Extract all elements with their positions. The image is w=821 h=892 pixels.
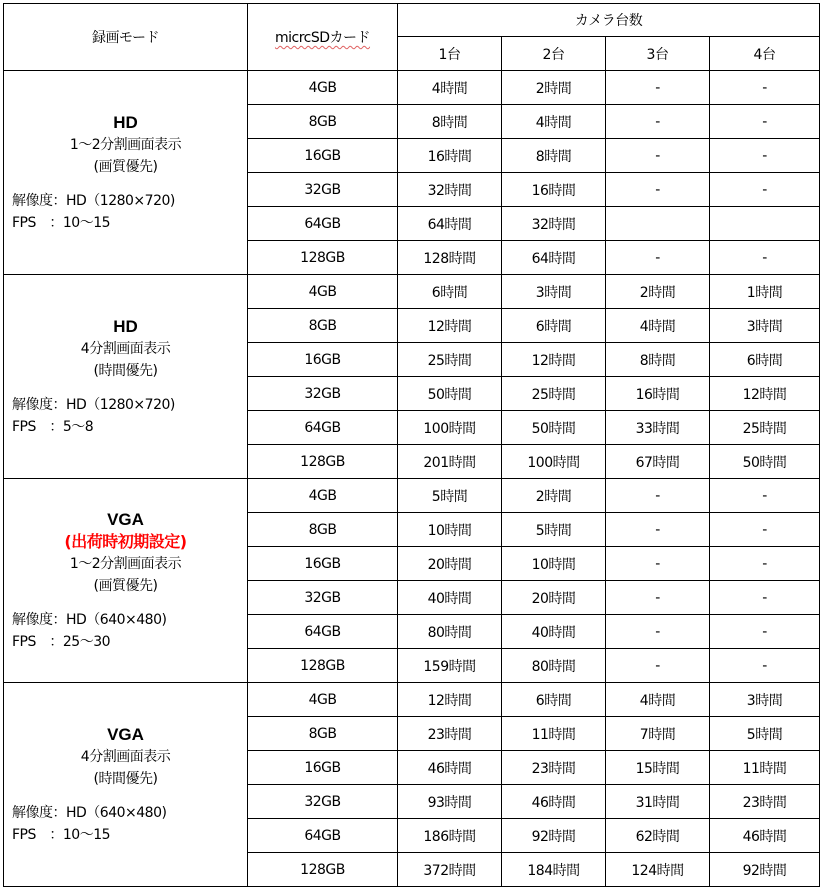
mode-priority: (時間優先) <box>93 362 158 379</box>
time-1-camera-cell: 10時間 <box>398 513 502 547</box>
time-2-camera-cell: 80時間 <box>502 649 606 683</box>
time-3-camera-cell: 62時間 <box>606 819 710 853</box>
time-4-camera-cell: - <box>710 139 820 173</box>
time-4-camera-cell: 12時間 <box>710 377 820 411</box>
time-2-camera-cell: 8時間 <box>502 139 606 173</box>
time-3-camera-cell: - <box>606 71 710 105</box>
time-2-camera-cell: 6時間 <box>502 309 606 343</box>
time-2-camera-cell: 4時間 <box>502 105 606 139</box>
sd-capacity-cell: 64GB <box>248 615 398 649</box>
header-camera-4: 4台 <box>710 37 820 71</box>
time-1-camera-cell: 12時間 <box>398 683 502 717</box>
sd-capacity-cell: 4GB <box>248 683 398 717</box>
sd-capacity-cell: 8GB <box>248 105 398 139</box>
mode-priority: (時間優先) <box>93 770 158 787</box>
sd-capacity-cell: 128GB <box>248 445 398 479</box>
time-4-camera-cell: - <box>710 615 820 649</box>
time-4-camera-cell: - <box>710 513 820 547</box>
mode-priority: (画質優先) <box>93 577 158 594</box>
sd-capacity-cell: 16GB <box>248 547 398 581</box>
time-4-camera-cell: 50時間 <box>710 445 820 479</box>
mode-resolution: 解像度：HD（1280×720) <box>12 396 175 413</box>
sd-capacity-cell: 32GB <box>248 581 398 615</box>
time-2-camera-cell: 12時間 <box>502 343 606 377</box>
mode-title: HD <box>113 316 138 336</box>
mode-spec <box>4 394 247 438</box>
time-4-camera-cell: 1時間 <box>710 275 820 309</box>
time-1-camera-cell: 5時間 <box>398 479 502 513</box>
mode-layout: 4分割画面表示 <box>80 340 171 357</box>
time-2-camera-cell: 40時間 <box>502 615 606 649</box>
time-3-camera-cell: - <box>606 479 710 513</box>
sd-capacity-cell: 4GB <box>248 71 398 105</box>
factory-default-label: (出荷時初期設定) <box>64 531 187 551</box>
recording-time-table <box>3 3 820 887</box>
time-3-camera-cell: 4時間 <box>606 683 710 717</box>
recording-mode-cell <box>4 683 248 887</box>
time-4-camera-cell: - <box>710 479 820 513</box>
time-4-camera-cell: 5時間 <box>710 717 820 751</box>
time-1-camera-cell: 40時間 <box>398 581 502 615</box>
sd-capacity-cell: 128GB <box>248 853 398 887</box>
time-2-camera-cell: 25時間 <box>502 377 606 411</box>
time-3-camera-cell: 15時間 <box>606 751 710 785</box>
time-2-camera-cell: 2時間 <box>502 71 606 105</box>
sd-capacity-cell: 4GB <box>248 479 398 513</box>
table-body <box>4 71 820 887</box>
time-1-camera-cell: 23時間 <box>398 717 502 751</box>
mode-title: VGA <box>107 509 144 529</box>
sd-capacity-cell: 32GB <box>248 785 398 819</box>
header-camera-3: 3台 <box>606 37 710 71</box>
time-3-camera-cell: 67時間 <box>606 445 710 479</box>
time-1-camera-cell: 8時間 <box>398 105 502 139</box>
time-4-camera-cell <box>710 207 820 241</box>
time-3-camera-cell: 33時間 <box>606 411 710 445</box>
mode-layout: 1～2分割画面表示 <box>69 136 182 153</box>
time-1-camera-cell: 201時間 <box>398 445 502 479</box>
time-2-camera-cell: 64時間 <box>502 241 606 275</box>
table-row <box>4 683 820 717</box>
time-2-camera-cell: 6時間 <box>502 683 606 717</box>
header-camera-1: 1台 <box>398 37 502 71</box>
sd-capacity-cell: 8GB <box>248 717 398 751</box>
sd-capacity-cell: 4GB <box>248 275 398 309</box>
time-3-camera-cell: - <box>606 513 710 547</box>
time-4-camera-cell: 23時間 <box>710 785 820 819</box>
header-microsd-card-label: micrcSDカード <box>274 30 371 46</box>
time-3-camera-cell: 31時間 <box>606 785 710 819</box>
sd-capacity-cell: 16GB <box>248 343 398 377</box>
header-camera-count: カメラ台数 <box>398 4 820 37</box>
time-4-camera-cell: - <box>710 105 820 139</box>
sd-capacity-cell: 16GB <box>248 139 398 173</box>
time-1-camera-cell: 93時間 <box>398 785 502 819</box>
time-2-camera-cell: 10時間 <box>502 547 606 581</box>
header-recording-mode: 録画モード <box>4 4 248 71</box>
sd-capacity-cell: 64GB <box>248 411 398 445</box>
mode-title: VGA <box>107 724 144 744</box>
sd-capacity-cell: 32GB <box>248 377 398 411</box>
mode-resolution: 解像度：HD（640×480) <box>12 804 167 821</box>
time-4-camera-cell: - <box>710 173 820 207</box>
mode-fps: FPS ：10～15 <box>12 826 111 843</box>
time-3-camera-cell: 7時間 <box>606 717 710 751</box>
time-4-camera-cell: 25時間 <box>710 411 820 445</box>
mode-fps: FPS ：10～15 <box>12 214 111 231</box>
mode-resolution: 解像度：HD（1280×720) <box>12 192 175 209</box>
sd-capacity-cell: 128GB <box>248 241 398 275</box>
sd-capacity-cell: 16GB <box>248 751 398 785</box>
time-2-camera-cell: 32時間 <box>502 207 606 241</box>
time-4-camera-cell: - <box>710 71 820 105</box>
mode-layout: 4分割画面表示 <box>80 748 171 765</box>
recording-mode-cell <box>4 479 248 683</box>
time-1-camera-cell: 12時間 <box>398 309 502 343</box>
time-2-camera-cell: 5時間 <box>502 513 606 547</box>
time-2-camera-cell: 46時間 <box>502 785 606 819</box>
time-3-camera-cell: - <box>606 615 710 649</box>
mode-resolution: 解像度：HD（640×480) <box>12 611 167 628</box>
time-1-camera-cell: 128時間 <box>398 241 502 275</box>
time-3-camera-cell: 16時間 <box>606 377 710 411</box>
time-3-camera-cell: - <box>606 105 710 139</box>
sd-capacity-cell: 32GB <box>248 173 398 207</box>
mode-title: HD <box>113 112 138 132</box>
time-1-camera-cell: 32時間 <box>398 173 502 207</box>
time-2-camera-cell: 23時間 <box>502 751 606 785</box>
time-1-camera-cell: 50時間 <box>398 377 502 411</box>
time-1-camera-cell: 6時間 <box>398 275 502 309</box>
recording-mode-cell <box>4 275 248 479</box>
time-2-camera-cell: 2時間 <box>502 479 606 513</box>
time-3-camera-cell: - <box>606 649 710 683</box>
time-4-camera-cell: - <box>710 547 820 581</box>
time-2-camera-cell: 11時間 <box>502 717 606 751</box>
time-3-camera-cell: - <box>606 547 710 581</box>
header-camera-2: 2台 <box>502 37 606 71</box>
time-3-camera-cell: - <box>606 173 710 207</box>
time-2-camera-cell: 16時間 <box>502 173 606 207</box>
time-1-camera-cell: 186時間 <box>398 819 502 853</box>
sd-capacity-cell: 128GB <box>248 649 398 683</box>
time-1-camera-cell: 372時間 <box>398 853 502 887</box>
time-4-camera-cell: 46時間 <box>710 819 820 853</box>
time-3-camera-cell: - <box>606 581 710 615</box>
time-4-camera-cell: 3時間 <box>710 683 820 717</box>
sd-capacity-cell: 8GB <box>248 513 398 547</box>
mode-layout: 1～2分割画面表示 <box>69 555 182 572</box>
recording-mode-cell <box>4 71 248 275</box>
table-row <box>4 479 820 513</box>
time-1-camera-cell: 25時間 <box>398 343 502 377</box>
sd-capacity-cell: 64GB <box>248 819 398 853</box>
time-4-camera-cell: 3時間 <box>710 309 820 343</box>
time-4-camera-cell: 92時間 <box>710 853 820 887</box>
time-1-camera-cell: 20時間 <box>398 547 502 581</box>
mode-spec <box>4 190 247 234</box>
time-2-camera-cell: 184時間 <box>502 853 606 887</box>
time-1-camera-cell: 159時間 <box>398 649 502 683</box>
time-1-camera-cell: 16時間 <box>398 139 502 173</box>
table-row <box>4 275 820 309</box>
mode-fps: FPS ：5～8 <box>12 418 94 435</box>
mode-fps: FPS ：25～30 <box>12 633 111 650</box>
header-microsd-card <box>248 4 398 71</box>
time-1-camera-cell: 100時間 <box>398 411 502 445</box>
time-3-camera-cell: - <box>606 139 710 173</box>
time-3-camera-cell: 4時間 <box>606 309 710 343</box>
time-1-camera-cell: 4時間 <box>398 71 502 105</box>
time-3-camera-cell: 124時間 <box>606 853 710 887</box>
sd-capacity-cell: 64GB <box>248 207 398 241</box>
table-row <box>4 71 820 105</box>
time-3-camera-cell: - <box>606 241 710 275</box>
mode-priority: (画質優先) <box>93 158 158 175</box>
time-2-camera-cell: 20時間 <box>502 581 606 615</box>
time-3-camera-cell: 2時間 <box>606 275 710 309</box>
time-4-camera-cell: - <box>710 241 820 275</box>
time-1-camera-cell: 46時間 <box>398 751 502 785</box>
time-1-camera-cell: 80時間 <box>398 615 502 649</box>
time-4-camera-cell: - <box>710 649 820 683</box>
mode-spec <box>4 802 247 846</box>
time-2-camera-cell: 3時間 <box>502 275 606 309</box>
time-3-camera-cell: 8時間 <box>606 343 710 377</box>
time-2-camera-cell: 92時間 <box>502 819 606 853</box>
time-4-camera-cell: - <box>710 581 820 615</box>
time-1-camera-cell: 64時間 <box>398 207 502 241</box>
time-2-camera-cell: 100時間 <box>502 445 606 479</box>
mode-spec <box>4 609 247 653</box>
time-4-camera-cell: 6時間 <box>710 343 820 377</box>
time-3-camera-cell <box>606 207 710 241</box>
time-4-camera-cell: 11時間 <box>710 751 820 785</box>
time-2-camera-cell: 50時間 <box>502 411 606 445</box>
sd-capacity-cell: 8GB <box>248 309 398 343</box>
